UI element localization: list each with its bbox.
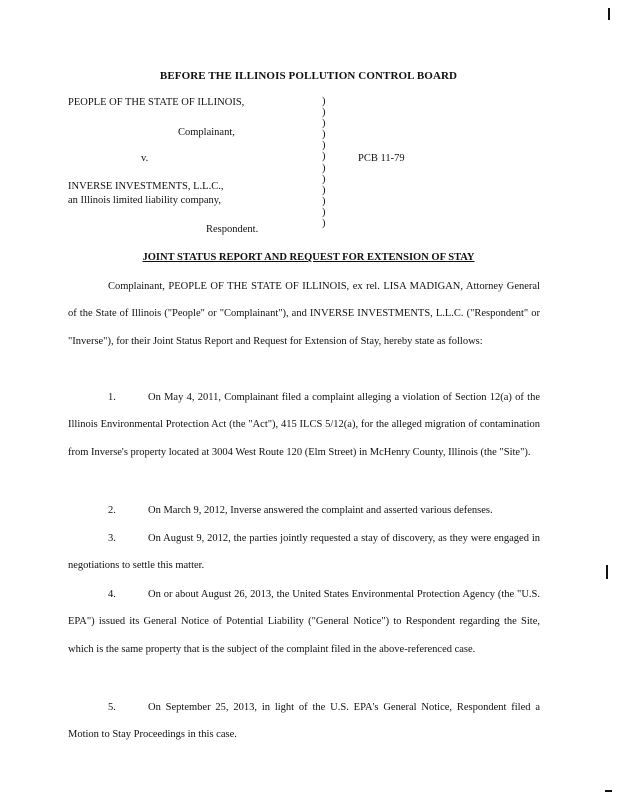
paragraph-text: On or about August 26, 2013, the United States Environmental Protection Agency (the "U.S. EPA") issued its General Notice of Potential Liability ("General Notice") to Respondent regarding the Site, which is the same property that is the subject of the complaint filed in the above-referenced case. [68,589,540,655]
paragraph-text: On May 4, 2011, Complainant filed a complaint alleging a violation of Section 12(a) of the Illinois Environmental Protection Act (the "Act"), 415 ILCS 5/12(a), for the alleged migration of contamination from Inverse's property located at 3004 West Route 120 (Elm Street) in McHenry County, Illinois (the "Site"). [68,392,540,458]
numbered-paragraph-4 [68,581,540,663]
parenthesis: ) [322,118,326,130]
caption-defendant-description: an Illinois limited liability company, [68,195,222,206]
scan-artifact [605,790,612,792]
parenthesis: ) [322,206,326,218]
intro-paragraph [68,273,540,355]
paragraph-number: 5. [108,702,116,713]
numbered-paragraph-5 [68,694,540,749]
caption-defendant-name: INVERSE INVESTMENTS, L.L.C., [68,181,224,192]
paragraph-number: 3. [108,533,116,544]
document-heading: JOINT STATUS REPORT AND REQUEST FOR EXTENSION OF STAY [142,252,475,263]
parenthesis: ) [322,140,326,152]
caption-parenthesis-column [322,96,326,229]
numbered-paragraph-1 [68,384,540,466]
parenthesis: ) [322,129,326,141]
parenthesis: ) [322,151,326,163]
case-number: PCB 11-79 [358,153,405,164]
parenthesis: ) [322,173,326,185]
scan-artifact [606,565,608,579]
paragraph-number: 4. [108,589,116,600]
parenthesis: ) [322,107,326,119]
caption-defendant-role: Respondent. [206,224,259,235]
numbered-paragraph-2 [68,497,540,524]
caption-plaintiff: PEOPLE OF THE STATE OF ILLINOIS, [68,97,245,108]
paragraph-number: 2. [108,505,116,516]
numbered-paragraph-3 [68,525,540,580]
paragraph-number: 1. [108,392,116,403]
parenthesis: ) [322,195,326,207]
parenthesis: ) [322,96,326,107]
board-title: BEFORE THE ILLINOIS POLLUTION CONTROL BOARD [159,70,458,82]
parenthesis: ) [322,162,326,174]
parenthesis: ) [322,184,326,196]
intro-text: PEOPLE OF THE STATE OF ILLINOIS, ex rel. LISA MADIGAN, Attorney General of the State of Illinois ("People" or "Complainant"), and INVERSE INVESTMENTS, L.L.C. ("Respondent" or "Inverse"), for their Joint Status Report and Request for Extension of Stay, hereby state as follows: [68,281,541,347]
caption-versus: v. [141,153,149,164]
parenthesis: ) [322,218,326,230]
caption-plaintiff-role: Complainant, [178,127,235,138]
paragraph-text: On September 25, 2013, in light of the U.S. EPA's General Notice, Respondent filed a Motion to Stay Proceedings in this case. [68,702,540,741]
paragraph-text: On March 9, 2012, Inverse answered the complaint and asserted various defenses. [148,505,493,516]
paragraph-text: On August 9, 2012, the parties jointly requested a stay of discovery, as they were engaged in negotiations to settle this matter. [68,533,540,572]
scan-artifact [608,8,610,20]
intro-lead: Complainant, [108,281,165,292]
